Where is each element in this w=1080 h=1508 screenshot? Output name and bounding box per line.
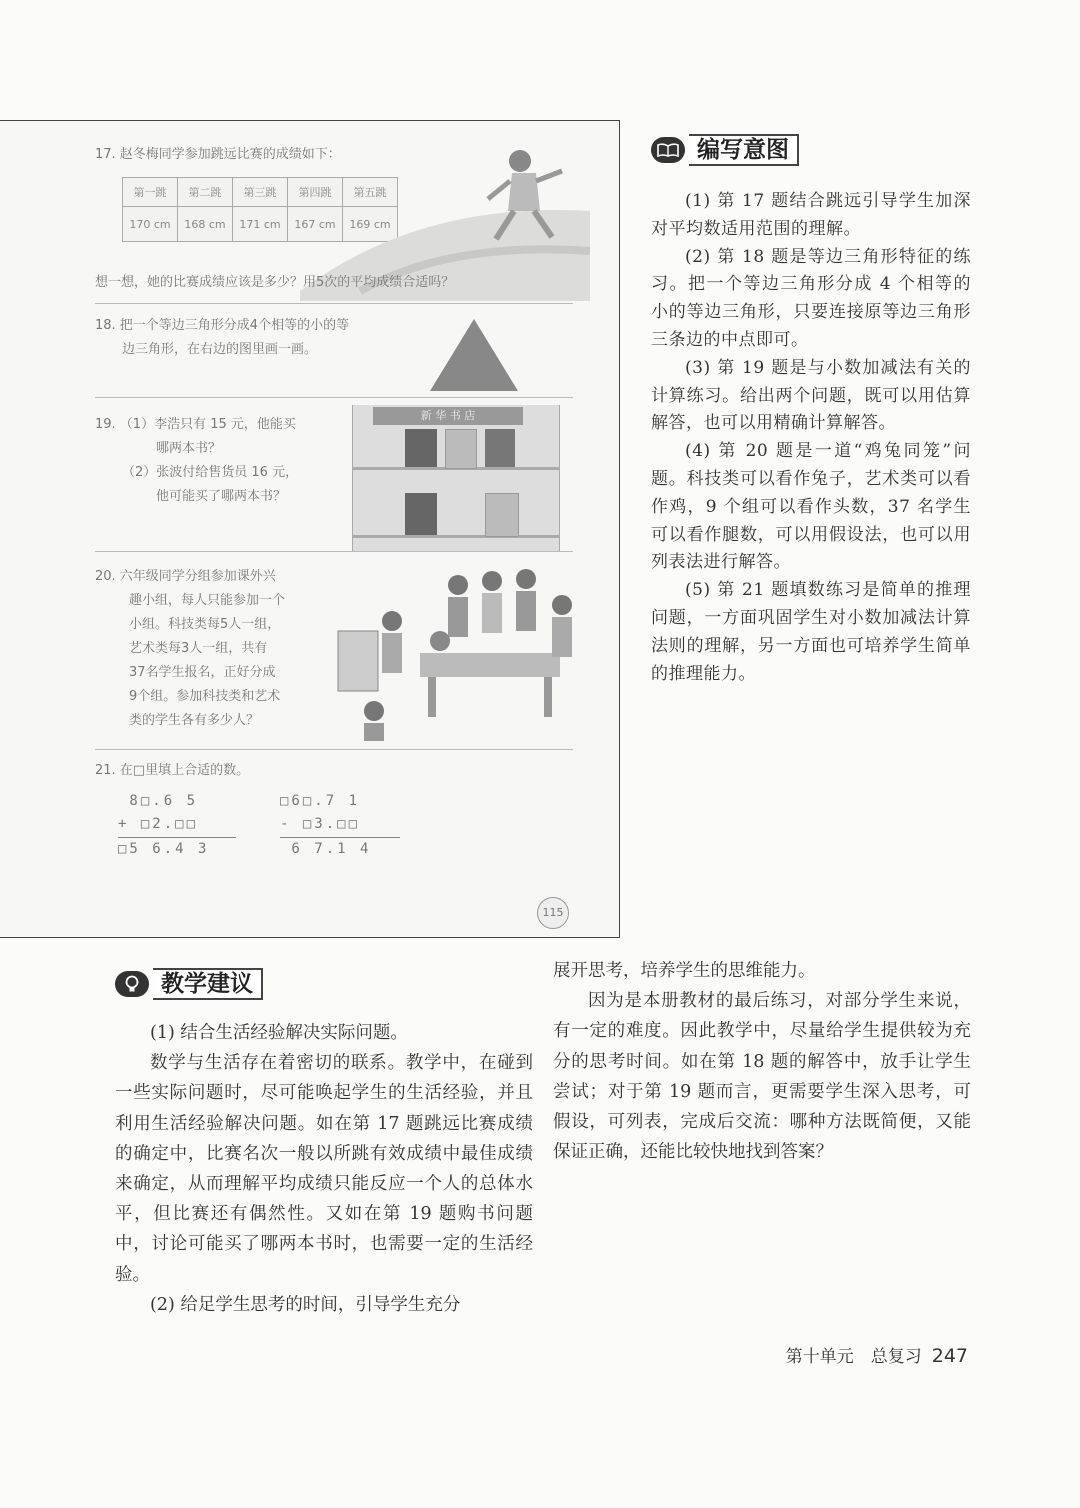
advice-paragraph: 数学与生活存在着密切的联系。教学中，在碰到一些实际问题时，尽可能唤起学生的生活经验，并且利用生活经验解决问题。如在第 17 题跳远比赛成绩的确定中，比赛名次一般以所跳有效成绩中最佳成绩来确定，从而理解平均成绩只能反应一个人的总体水平，但比赛还有偶然性。又如在第 19 题购书问题中，讨论可能买了哪两本书时，也需要一定的生活经验。 [115,1053,533,1285]
q17-header-4: 第四跳 [288,178,343,207]
q20-line: 20. 六年级同学分组参加课外兴 [95,569,276,584]
q17-header-3: 第三跳 [233,178,288,207]
page-footer [786,1342,968,1367]
q21-eq2-top: □6□.7 1 [280,793,361,809]
q20-line: 艺术类每3人一组，共有 [129,641,268,656]
intent-title: 编写意图 [689,134,799,166]
divider [95,397,573,398]
q21-text: 21. 在□里填上合适的数。 [95,763,250,778]
textbook-page-image [0,120,620,938]
q20-text [95,565,335,733]
textbook-page-number: 115 [537,897,569,929]
advice-heading [115,968,263,1000]
intent-paragraph: (3) 第 19 题是与小数加减法有关的计算练习。给出两个问题，既可以用估算解答，也可以用精确计算解答。 [651,357,971,434]
q19-line3: （2）张波付给售货员 16 元， [122,465,299,480]
q21-eq1-mid: + □2.□□ [118,816,199,832]
advice-paragraph: 因为是本册教材的最后练习，对部分学生来说，有一定的难度。因此教学中，尽量给学生提供较为充分的思考时间。如在第 18 题的解答中，放手让学生尝试；对于第 19 题而言，更需要学生深入思考，可假设，可列表，完成后交流：哪种方法既简便，又能保证正确，还能比较快地找到答案？ [553,991,971,1163]
bookshelf-illustration [352,405,560,551]
q20-line: 9个组。参加科技类和艺术 [129,689,281,704]
advice-column-right [553,956,971,1167]
q17-header-5: 第五跳 [343,178,398,207]
q20-line: 类的学生各有多少人？ [129,713,260,728]
equilateral-triangle-figure [428,317,520,393]
q21-eq2-mid: - □3.□□ [280,816,361,832]
advice-column-left [115,1018,533,1320]
unit-label: 第十单元 总复习 [785,1347,922,1367]
q21-eq2-line [280,837,400,838]
q20-line: 37名学生报名，正好分成 [129,665,276,680]
book-icon [485,493,519,537]
q17-value-4: 167 cm [288,207,343,242]
intent-paragraph: (2) 第 18 题是等边三角形特征的练习。把一个等边三角形分成 4 个相等的小的等边三角形，只要连接原等边三角形三条边的中点即可。 [651,246,971,350]
q21-eq2-result: 6 7.1 4 [280,841,372,857]
q19-line4: 他可能买了哪两本书？ [156,489,287,504]
q17-value-1: 170 cm [123,207,178,242]
divider [95,749,573,750]
q17-header-2: 第二跳 [178,178,233,207]
advice-title: 教学建议 [153,968,263,1000]
q17-text: 17. 赵冬梅同学参加跳远比赛的成绩如下： [95,147,341,162]
shop-sign: 新 华 书 店 [373,407,523,425]
q17-question: 想一想，她的比赛成绩应该是多少？用5次的平均成绩合适吗？ [95,275,455,290]
book-icon [405,493,437,535]
open-book-icon [651,137,685,163]
q20-line: 小组。科技类每5人一组， [129,617,281,632]
book-icon [485,429,515,467]
lightbulb-icon [115,971,149,997]
q17-header-1: 第一跳 [123,178,178,207]
book-icon [445,429,477,469]
intent-paragraph: (5) 第 21 题填数练习是简单的推理问题，一方面巩固学生对小数加减法计算法则的理解，另一方面也可培养学生简单的推理能力。 [651,580,971,684]
intent-paragraph: (1) 第 17 题结合跳远引导学生加深对平均数适用范围的理解。 [651,191,971,239]
advice-paragraph: (1) 结合生活经验解决实际问题。 [150,1023,408,1043]
page-number: 247 [931,1345,968,1367]
intent-paragraph: (4) 第 20 题是一道“鸡兔同笼”问题。科技类可以看作兔子，艺术类可以看作鸡，9 个组可以看作头数，37 名学生可以看作腿数，可以用假设法，也可以用列表法进行解答。 [651,441,971,573]
advice-paragraph: (2) 给足学生思考的时间，引导学生充分 [150,1294,461,1315]
q17-value-2: 168 cm [178,207,233,242]
divider [95,551,573,552]
q21-eq1-top: 8□.6 5 [118,793,199,809]
q21-eq1-line [118,837,236,838]
q20-line: 趣小组，每人只能参加一个 [129,593,286,608]
students-activity-illustration [330,561,580,741]
advice-paragraph: 展开思考，培养学生的思维能力。 [553,961,816,981]
q18-line1: 18. 把一个等边三角形分成4个相等的小的等 [95,318,350,333]
q21-eq1-result: □5 6.4 3 [118,841,210,857]
q19-line1: 19. （1）李浩只有 15 元，他能买 [95,417,296,432]
q19-line2: 哪两本书？ [156,441,222,456]
divider [95,303,573,304]
q17-value-5: 169 cm [343,207,398,242]
intent-body [651,188,971,688]
book-icon [405,429,437,467]
intent-heading [651,134,799,166]
q18-line2: 边三角形，在右边的图里画一画。 [122,342,318,357]
q17-value-3: 171 cm [233,207,288,242]
